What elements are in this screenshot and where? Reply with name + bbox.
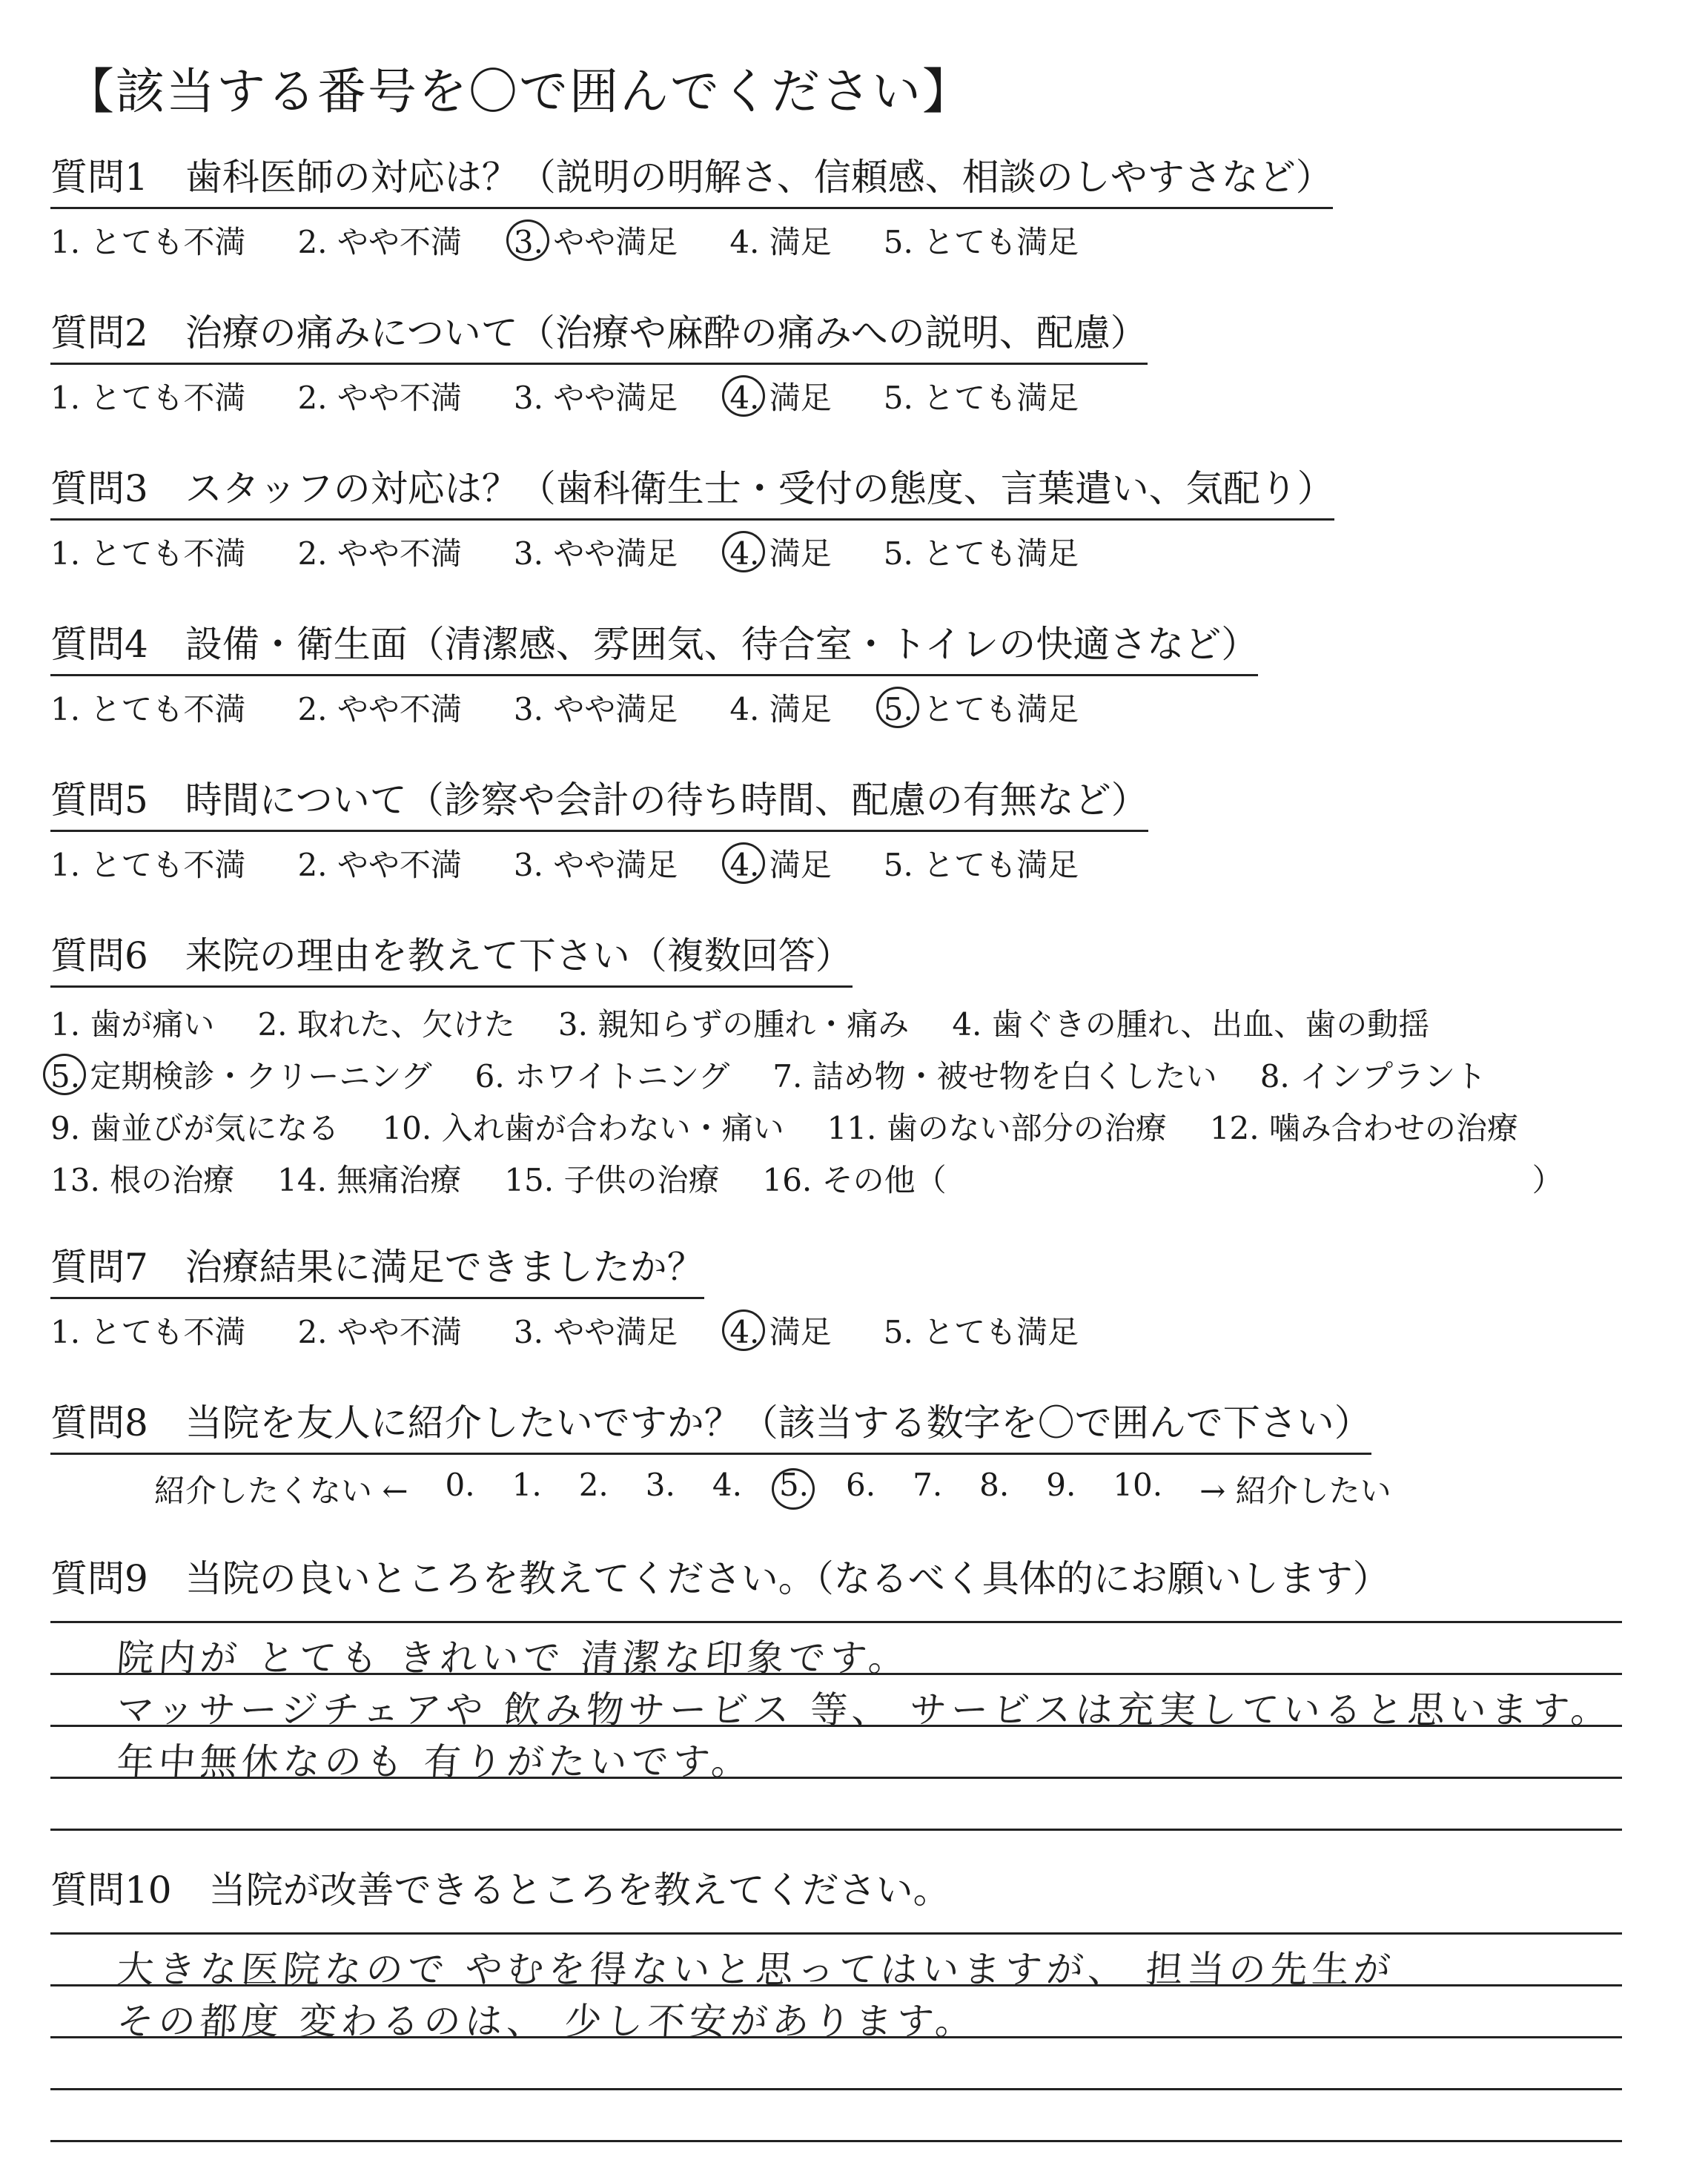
q6-option-11[interactable]: 11. 歯のない部分の治療 — [827, 1109, 1167, 1146]
writing-line — [50, 2140, 1622, 2142]
q2-option-1[interactable]: 1. とても不満 — [50, 379, 246, 416]
q2-option-2[interactable]: 2. やや不満 — [297, 379, 462, 416]
question-4 — [50, 621, 1258, 730]
q5-option-2[interactable]: 2. やや不満 — [297, 846, 462, 883]
q6-option-9[interactable]: 9. 歯並びが気になる — [50, 1109, 340, 1146]
scale-value-7[interactable]: 7. — [913, 1466, 943, 1503]
question-10-title: 質問10 当院が改善できるところを教えてください。 — [50, 1869, 950, 1912]
q6-row-3 — [50, 1100, 1606, 1152]
scale-value-5-circled[interactable]: 5. — [779, 1467, 809, 1511]
question-5-options — [50, 841, 1148, 885]
question-10 — [50, 1867, 950, 1920]
q2-option-3[interactable]: 3. やや満足 — [513, 379, 678, 416]
q7-option-3[interactable]: 3. やや満足 — [513, 1313, 678, 1350]
question-2 — [50, 310, 1148, 418]
scale-value-4[interactable]: 4. — [712, 1466, 742, 1503]
question-4-options — [50, 685, 1258, 730]
writing-line — [50, 1621, 1622, 1623]
q6-option-16-label: 16. その他（ — [762, 1161, 947, 1198]
q3-option-2[interactable]: 2. やや不満 — [297, 535, 462, 572]
question-1-title: 質問1 歯科医師の対応は？（説明の明解さ、信頼感、相談のしやすさなど） — [50, 154, 1333, 209]
question-7-options — [50, 1308, 1079, 1353]
scale-value-10[interactable]: 10. — [1113, 1466, 1163, 1503]
q6-option-5-circled[interactable]: 5. 定期検診・クリーニング — [50, 1052, 432, 1097]
q4-option-2[interactable]: 2. やや不満 — [297, 690, 462, 727]
q5-option-1[interactable]: 1. とても不満 — [50, 846, 246, 883]
question-1 — [50, 154, 1333, 262]
question-3 — [50, 466, 1334, 574]
scale-value-9[interactable]: 9. — [1046, 1466, 1076, 1503]
q1-option-4[interactable]: 4. 満足 — [729, 223, 832, 260]
q7-option-4-circled[interactable]: 4. 満足 — [729, 1308, 831, 1353]
q6-row-2 — [50, 1048, 1606, 1100]
q6-option-8[interactable]: 8. インプラント — [1260, 1057, 1487, 1094]
scale-value-1[interactable]: 1. — [512, 1466, 542, 1503]
q6-option-6[interactable]: 6. ホワイトニング — [474, 1057, 730, 1094]
q2-option-5[interactable]: 5. とても満足 — [883, 379, 1079, 416]
question-9 — [50, 1556, 1390, 1608]
question-8-title: 質問8 当院を友人に紹介したいですか？（該当する数字を〇で囲んで下さい） — [50, 1400, 1371, 1455]
q6-option-15[interactable]: 15. 子供の治療 — [504, 1161, 720, 1198]
scale-value-0[interactable]: 0. — [445, 1466, 475, 1503]
question-2-options — [50, 374, 1148, 418]
scale-value-8[interactable]: 8. — [979, 1466, 1010, 1503]
scale-right-label: → 紹介したい — [1199, 1472, 1391, 1509]
writing-line — [50, 1829, 1622, 1831]
q6-option-2[interactable]: 2. 取れた、欠けた — [257, 1005, 515, 1043]
q5-option-4-circled[interactable]: 4. 満足 — [729, 841, 831, 885]
q1-option-3-circled[interactable]: 3. やや満足 — [514, 218, 678, 262]
q10-answer-line-1: 大きな医院なので やむを得ないと思ってはいますが、 担当の先生が — [115, 1948, 1397, 1991]
q1-option-1[interactable]: 1. とても不満 — [50, 223, 246, 260]
scale-left-label: 紹介したくない ← — [154, 1472, 408, 1509]
q9-answer-line-3: 年中無休なのも 有りがたいです。 — [115, 1740, 755, 1783]
q2-option-4-circled[interactable]: 4. 満足 — [729, 374, 831, 418]
q3-option-5[interactable]: 5. とても満足 — [883, 535, 1079, 572]
q3-option-1[interactable]: 1. とても不満 — [50, 535, 246, 572]
q4-option-1[interactable]: 1. とても不満 — [50, 690, 246, 727]
q7-option-1[interactable]: 1. とても不満 — [50, 1313, 246, 1350]
q6-other-close: ） — [1532, 1161, 1563, 1198]
writing-line — [50, 1932, 1622, 1935]
q4-option-3[interactable]: 3. やや満足 — [513, 690, 678, 727]
q6-option-13[interactable]: 13. 根の治療 — [50, 1161, 235, 1198]
q6-option-4[interactable]: 4. 歯ぐきの腫れ、出血、歯の動揺 — [952, 1005, 1430, 1043]
question-7 — [50, 1244, 1079, 1353]
scale-value-3[interactable]: 3. — [645, 1466, 675, 1503]
q1-option-2[interactable]: 2. やや不満 — [297, 223, 462, 260]
question-6 — [50, 933, 1606, 1204]
q6-option-14[interactable]: 14. 無痛治療 — [277, 1161, 462, 1198]
writing-line — [50, 2088, 1622, 2090]
q3-option-3[interactable]: 3. やや満足 — [513, 535, 678, 572]
q6-option-12[interactable]: 12. 噛み合わせの治療 — [1209, 1109, 1518, 1146]
question-3-title: 質問3 スタッフの対応は？（歯科衛生士・受付の態度、言葉遣い、気配り） — [50, 466, 1334, 521]
q4-option-4[interactable]: 4. 満足 — [729, 690, 832, 727]
q7-option-5[interactable]: 5. とても満足 — [883, 1313, 1079, 1350]
q6-option-16[interactable] — [762, 1156, 1563, 1200]
q6-option-7[interactable]: 7. 詰め物・被せ物を白くしたい — [772, 1057, 1217, 1094]
question-4-title: 質問4 設備・衛生面（清潔感、雰囲気、待合室・トイレの快適さなど） — [50, 621, 1258, 676]
question-7-title: 質問7 治療結果に満足できましたか？ — [50, 1244, 704, 1299]
q6-row-1 — [50, 997, 1606, 1048]
q9-answer-line-2: マッサージチェアや 飲み物サービス 等、 サービスは充実していると思います。 — [115, 1688, 1614, 1731]
question-9-title: 質問9 当院の良いところを教えてください。（なるべく具体的にお願いします） — [50, 1557, 1390, 1600]
q6-option-10[interactable]: 10. 入れ歯が合わない・痛い — [382, 1109, 784, 1146]
form-heading: 【該当する番号を〇で囲んでください】 — [65, 63, 973, 120]
question-6-options — [50, 997, 1606, 1204]
q1-option-5[interactable]: 5. とても満足 — [883, 223, 1079, 260]
question-5 — [50, 777, 1148, 885]
question-8-scale — [50, 1467, 1391, 1511]
q3-option-4-circled[interactable]: 4. 満足 — [729, 529, 831, 574]
q5-option-5[interactable]: 5. とても満足 — [883, 846, 1079, 883]
question-3-options — [50, 529, 1334, 574]
scale-value-2[interactable]: 2. — [578, 1466, 609, 1503]
scale-value-6[interactable]: 6. — [846, 1466, 876, 1503]
q6-option-1[interactable]: 1. 歯が痛い — [50, 1005, 215, 1043]
q5-option-3[interactable]: 3. やや満足 — [513, 846, 678, 883]
question-1-options — [50, 218, 1333, 262]
question-8 — [50, 1400, 1391, 1511]
question-2-title: 質問2 治療の痛みについて（治療や麻酔の痛みへの説明、配慮） — [50, 310, 1148, 365]
q9-answer-line-1: 院内が とても きれいで 清潔な印象です。 — [115, 1636, 912, 1680]
q4-option-5-circled[interactable]: 5. とても満足 — [884, 685, 1079, 730]
question-6-title: 質問6 来院の理由を教えて下さい（複数回答） — [50, 933, 853, 988]
q6-row-4 — [50, 1152, 1606, 1204]
q7-option-2[interactable]: 2. やや不満 — [297, 1313, 462, 1350]
q10-answer-line-2: その都度 変わるのは、 少し不安があります。 — [115, 2000, 979, 2043]
question-5-title: 質問5 時間について（診察や会計の待ち時間、配慮の有無など） — [50, 777, 1148, 832]
q6-option-3[interactable]: 3. 親知らずの腫れ・痛み — [557, 1005, 910, 1043]
